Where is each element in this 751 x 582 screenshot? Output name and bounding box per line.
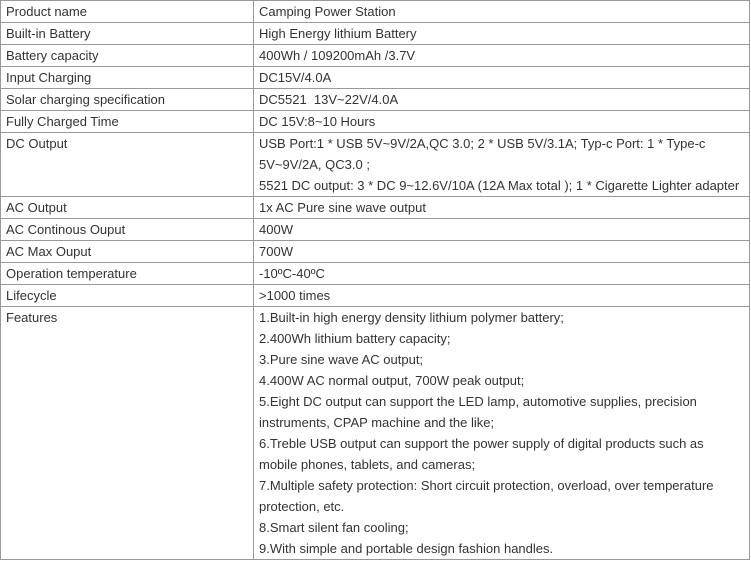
spec-label: AC Continous Ouput xyxy=(1,219,254,241)
spec-value-line: 700W xyxy=(259,244,293,259)
feature-item: 7.Multiple safety protection: Short circuit protection, overload, over temperature protection, etc. xyxy=(259,478,718,514)
spec-value xyxy=(254,263,750,285)
spec-label: Fully Charged Time xyxy=(1,111,254,133)
spec-value xyxy=(254,133,750,197)
spec-value-line: 400Wh / 109200mAh /3.7V xyxy=(259,48,416,63)
spec-value xyxy=(254,241,750,263)
spec-label: DC Output xyxy=(1,133,254,197)
spec-value-line: >1000 times xyxy=(259,288,331,303)
spec-value xyxy=(254,67,750,89)
spec-row-ac-output xyxy=(1,197,750,219)
spec-row-fully-charged-time xyxy=(1,111,750,133)
spec-row-lifecycle xyxy=(1,285,750,307)
spec-label: Features xyxy=(1,307,254,560)
spec-value xyxy=(254,285,750,307)
spec-value-line: USB Port:1 * USB 5V~9V/2A,QC 3.0; 2 * USB 5V/3.1A; Typ-c Port: 1 * Type-c 5V~9V/2A, QC3.0 ; xyxy=(259,136,710,172)
spec-value xyxy=(254,307,750,560)
spec-row-built-in-battery xyxy=(1,23,750,45)
spec-row-input-charging xyxy=(1,67,750,89)
spec-value xyxy=(254,219,750,241)
spec-row-ac-max-output xyxy=(1,241,750,263)
spec-row-dc-output xyxy=(1,133,750,197)
feature-item: 4.400W AC normal output, 700W peak output; xyxy=(259,373,525,388)
feature-item: 6.Treble USB output can support the power supply of digital products such as mobile phones, tablets, and cameras; xyxy=(259,436,708,472)
spec-value-line: Camping Power Station xyxy=(259,4,396,19)
feature-item: 1.Built-in high energy density lithium polymer battery; xyxy=(259,310,564,325)
feature-item: 8.Smart silent fan cooling; xyxy=(259,520,409,535)
spec-label: AC Output xyxy=(1,197,254,219)
spec-value xyxy=(254,89,750,111)
spec-value-line: DC15V/4.0A xyxy=(259,70,332,85)
spec-value xyxy=(254,197,750,219)
spec-value-line: DC5521 13V~22V/4.0A xyxy=(259,92,399,107)
spec-row-battery-capacity xyxy=(1,45,750,67)
spec-value xyxy=(254,45,750,67)
spec-value-line: High Energy lithium Battery xyxy=(259,26,417,41)
spec-label: Solar charging specification xyxy=(1,89,254,111)
feature-item: 5.Eight DC output can support the LED lamp, automotive supplies, precision instruments, CPAP machine and the like; xyxy=(259,394,701,430)
spec-row-solar-charging xyxy=(1,89,750,111)
spec-value-line: 5521 DC output: 3 * DC 9~12.6V/10A (12A Max total ); 1 * Cigarette Lighter adapter xyxy=(259,178,740,193)
spec-value-line: 1x AC Pure sine wave output xyxy=(259,200,426,215)
spec-label: Battery capacity xyxy=(1,45,254,67)
feature-item: 3.Pure sine wave AC output; xyxy=(259,352,424,367)
spec-label: Operation temperature xyxy=(1,263,254,285)
spec-value-line: 400W xyxy=(259,222,293,237)
spec-label: Built-in Battery xyxy=(1,23,254,45)
spec-value-line: DC 15V:8~10 Hours xyxy=(259,114,376,129)
spec-label: Input Charging xyxy=(1,67,254,89)
spec-row-product-name xyxy=(1,1,750,23)
spec-label: Product name xyxy=(1,1,254,23)
feature-item: 2.400Wh lithium battery capacity; xyxy=(259,331,451,346)
spec-row-features xyxy=(1,307,750,560)
spec-value xyxy=(254,23,750,45)
spec-row-ac-continous-output xyxy=(1,219,750,241)
feature-item: 9.With simple and portable design fashion handles. xyxy=(259,541,554,556)
spec-label: Lifecycle xyxy=(1,285,254,307)
spec-label: AC Max Ouput xyxy=(1,241,254,263)
spec-value xyxy=(254,1,750,23)
spec-value-line: -10ºC-40ºC xyxy=(259,266,325,281)
spec-row-operation-temperature xyxy=(1,263,750,285)
spec-value xyxy=(254,111,750,133)
